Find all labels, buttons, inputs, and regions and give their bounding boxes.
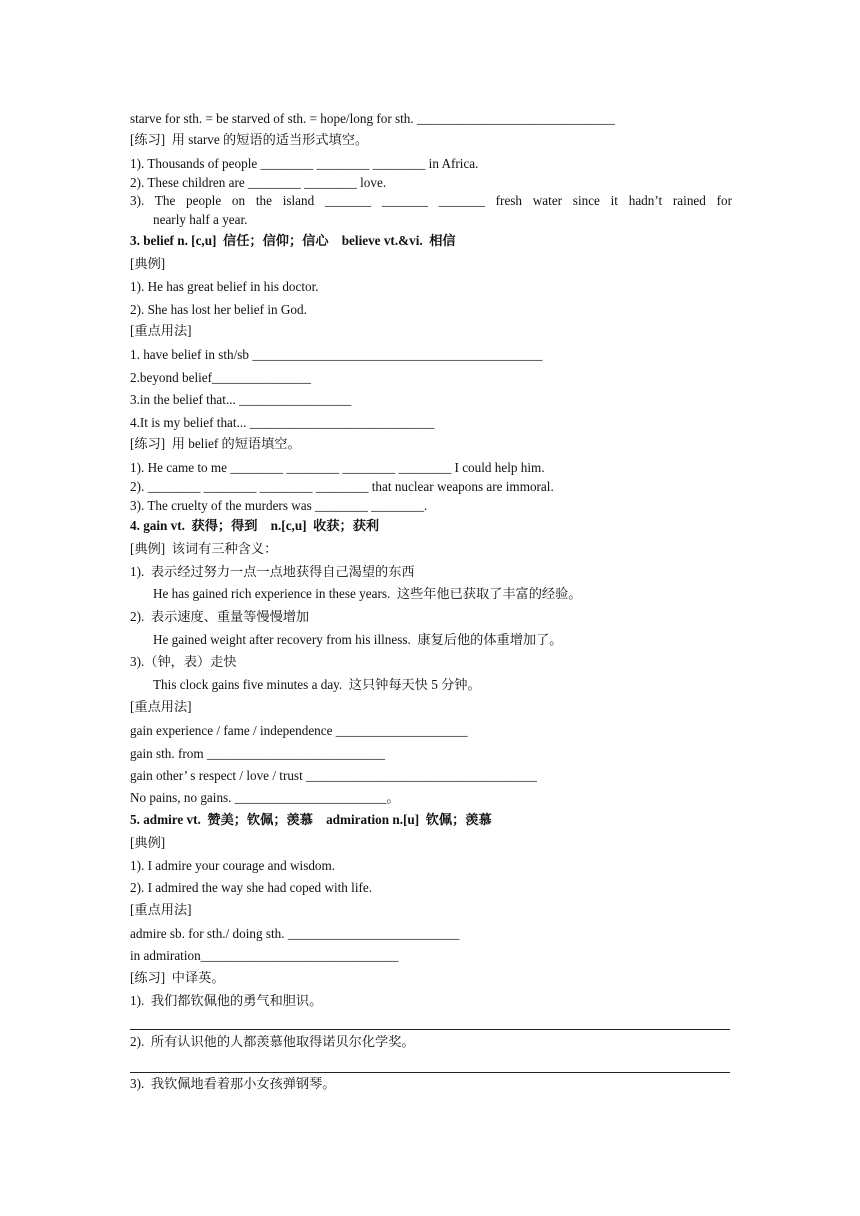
admire-usage-heading: [重点用法] <box>130 902 192 917</box>
gain-usage-4: No pains, no gains. _______________________。 <box>130 790 400 805</box>
starve-exercise-2: 2). These children are ________ ________ love. <box>130 175 387 190</box>
translation-exercise-heading: [练习] 中译英。 <box>130 970 225 985</box>
gain-example-3: This clock gains five minutes a day. 这只钟每天快 5 分钟。 <box>153 677 481 692</box>
translation-item-3: 3). 我钦佩地看着那小女孩弹钢琴。 <box>130 1076 336 1091</box>
answer-line-1 <box>130 1029 730 1030</box>
admire-usage-1: admire sb. for sth./ doing sth. __________________________ <box>130 926 460 941</box>
starve-phrase-line: starve for sth. = be starved of sth. = hope/long for sth. ______________________________ <box>130 111 615 126</box>
belief-usage-1: 1. have belief in sth/sb ____________________________________________ <box>130 347 543 362</box>
starve-exercise-heading: [练习] 用 starve 的短语的适当形式填空。 <box>130 132 369 147</box>
gain-usage-2: gain sth. from ___________________________ <box>130 746 385 761</box>
belief-usage-3: 3.in the belief that... _________________ <box>130 392 352 407</box>
gain-examples-heading: [典例] 该词有三种含义： <box>130 541 278 556</box>
belief-exercise-3: 3). The cruelty of the murders was ________ ________. <box>130 498 428 513</box>
starve-exercise-1: 1). Thousands of people ________ ________ ________ in Africa. <box>130 156 479 171</box>
starve-exercise-3: 3). The people on the island _______ _______ _______ fresh water since it hadn’t rained for <box>130 193 732 208</box>
admire-examples-heading: [典例] <box>130 835 166 850</box>
belief-exercise-2: 2). ________ ________ ________ ________ that nuclear weapons are immoral. <box>130 479 554 494</box>
examples-heading: [典例] <box>130 256 166 271</box>
gain-usage-heading: [重点用法] <box>130 699 192 714</box>
answer-line-2 <box>130 1072 730 1073</box>
admire-example-1: 1). I admire your courage and wisdom. <box>130 858 336 873</box>
gain-example-2: He gained weight after recovery from his illness. 康复后他的体重增加了。 <box>153 632 563 647</box>
belief-example-1: 1). He has great belief in his doctor. <box>130 279 319 294</box>
gain-usage-3: gain other’ s respect / love / trust ___________________________________ <box>130 768 537 783</box>
gain-example-1: He has gained rich experience in these years. 这些年他已获取了丰富的经验。 <box>153 586 582 601</box>
gain-meaning-2: 2). 表示速度、重量等慢慢增加 <box>130 609 310 624</box>
section-heading-belief: 3. belief n. [c,u] 信任；信仰；信心 believe vt.&vi. 相信 <box>130 233 456 248</box>
section-heading-admire: 5. admire vt. 赞美；钦佩；羡慕 admiration n.[u] 钦佩；羡慕 <box>130 812 492 827</box>
belief-usage-4: 4.It is my belief that... ____________________________ <box>130 415 435 430</box>
starve-exercise-3-continued: nearly half a year. <box>153 212 248 227</box>
admire-usage-2: in admiration______________________________ <box>130 948 399 963</box>
translation-item-1: 1). 我们都钦佩他的勇气和胆识。 <box>130 993 323 1008</box>
gain-usage-1: gain experience / fame / independence ____________________ <box>130 723 468 738</box>
gain-meaning-1: 1). 表示经过努力一点一点地获得自己渴望的东西 <box>130 564 415 579</box>
belief-exercise-1: 1). He came to me ________ ________ ________ ________ I could help him. <box>130 460 545 475</box>
translation-item-2: 2). 所有认识他的人都羡慕他取得诺贝尔化学奖。 <box>130 1034 415 1049</box>
admire-example-2: 2). I admired the way she had coped with life. <box>130 880 373 895</box>
belief-usage-2: 2.beyond belief_______________ <box>130 370 311 385</box>
section-heading-gain: 4. gain vt. 获得；得到 n.[c,u] 收获；获利 <box>130 518 380 533</box>
gain-meaning-3: 3).（钟，表）走快 <box>130 654 237 669</box>
belief-example-2: 2). She has lost her belief in God. <box>130 302 307 317</box>
key-usage-heading: [重点用法] <box>130 323 192 338</box>
belief-exercise-heading: [练习] 用 belief 的短语填空。 <box>130 436 301 451</box>
